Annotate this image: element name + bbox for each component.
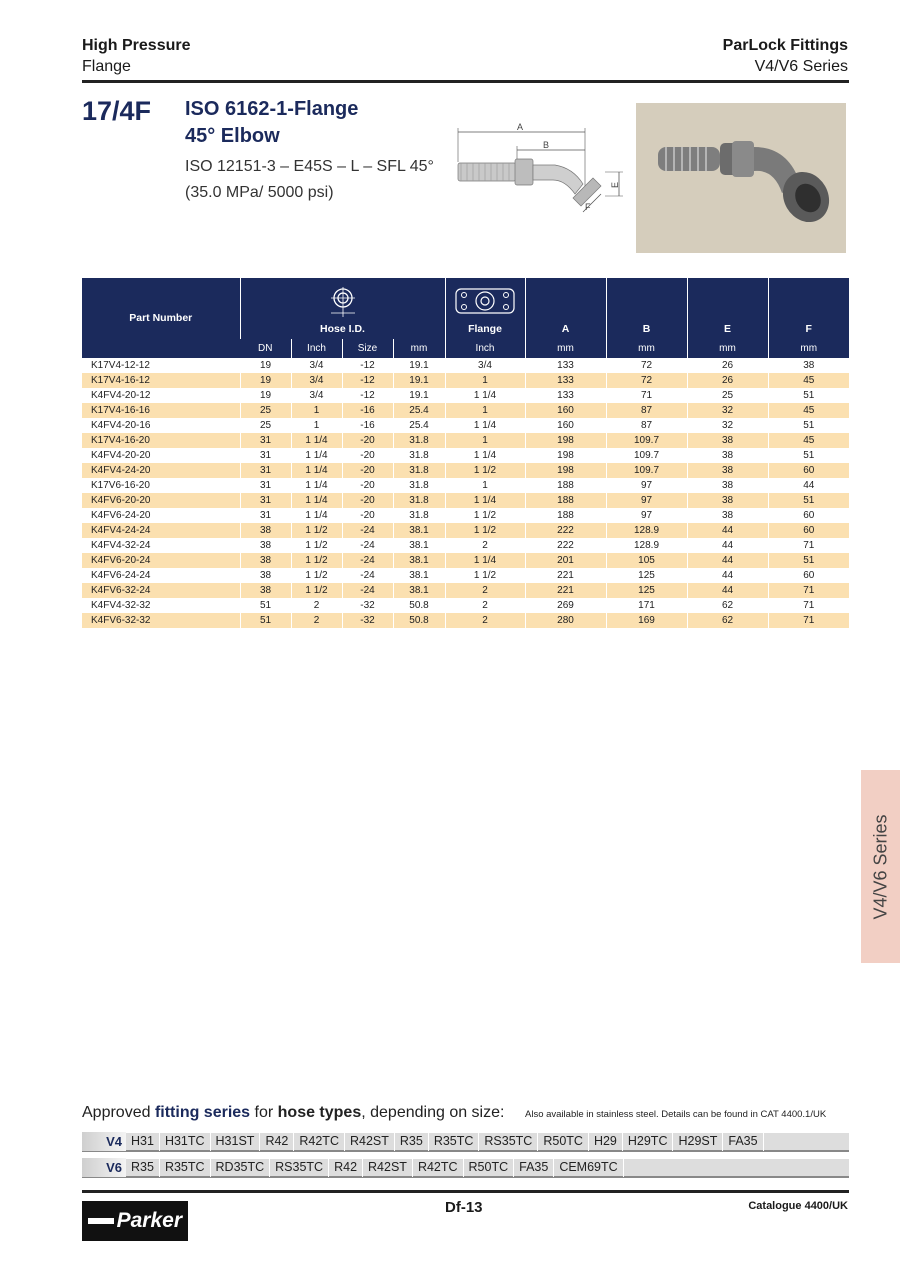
table-cell: 44 <box>687 523 768 538</box>
table-cell: 31 <box>240 463 291 478</box>
series-tag: V4 <box>82 1132 126 1151</box>
series-item: CEM69TC <box>554 1158 623 1177</box>
table-cell: 60 <box>768 568 849 583</box>
table-cell: 222 <box>525 523 606 538</box>
table-cell: 2 <box>445 538 525 553</box>
series-item: R42ST <box>363 1158 413 1177</box>
header-rule <box>82 80 849 83</box>
table-cell: 128.9 <box>606 538 687 553</box>
table-cell: 51 <box>768 448 849 463</box>
part-table-body <box>82 358 849 628</box>
approved-text-1: Approved <box>82 1104 155 1121</box>
table-cell: -16 <box>342 403 393 418</box>
table-cell: 1 <box>291 403 342 418</box>
series-item: H31 <box>126 1132 160 1151</box>
part-number-cell: K17V4-16-20 <box>82 433 240 448</box>
table-cell: 198 <box>525 463 606 478</box>
table-cell: 19.1 <box>393 358 445 373</box>
table-cell: 38 <box>687 433 768 448</box>
table-cell: 45 <box>768 433 849 448</box>
part-number-cell: K4FV6-20-24 <box>82 553 240 568</box>
table-cell: 25.4 <box>393 403 445 418</box>
series-item: R42ST <box>345 1132 395 1151</box>
unit-f-mm: mm <box>768 339 849 358</box>
table-cell: 1 1/2 <box>445 568 525 583</box>
page-number: Df-13 <box>445 1199 483 1216</box>
header-left <box>82 36 190 78</box>
series-item: R42 <box>260 1132 294 1151</box>
table-cell: 188 <box>525 508 606 523</box>
table-cell: 38.1 <box>393 583 445 598</box>
flange-icon <box>454 285 516 317</box>
product-pressure: (35.0 MPa/ 5000 psi) <box>185 184 334 201</box>
table-row <box>82 568 849 583</box>
table-cell: 38 <box>240 553 291 568</box>
product-title-line2: 45° Elbow <box>185 125 280 147</box>
series-item: H29ST <box>673 1132 723 1151</box>
table-cell: 1 1/4 <box>291 493 342 508</box>
table-cell: 1 <box>445 433 525 448</box>
unit-b-mm: mm <box>606 339 687 358</box>
table-cell: -32 <box>342 598 393 613</box>
table-cell: 51 <box>768 493 849 508</box>
table-cell: 1 1/4 <box>445 553 525 568</box>
col-f: F <box>768 278 849 339</box>
table-cell: 87 <box>606 418 687 433</box>
table-cell: -24 <box>342 523 393 538</box>
unit-inch: Inch <box>291 339 342 358</box>
table-cell: 38.1 <box>393 553 445 568</box>
table-cell: -12 <box>342 358 393 373</box>
table-cell: 50.8 <box>393 613 445 628</box>
table-cell: 1 <box>445 373 525 388</box>
part-number-cell: K4FV4-20-20 <box>91 450 151 461</box>
product-standard: ISO 12151-3 – E45S – L – SFL 45° <box>185 158 434 175</box>
table-cell: 3/4 <box>291 358 342 373</box>
table-cell: 97 <box>606 493 687 508</box>
table-cell: 31.8 <box>393 433 445 448</box>
table-cell: 50.8 <box>393 598 445 613</box>
series-item: R35TC <box>429 1132 480 1151</box>
table-cell: 38 <box>240 538 291 553</box>
unit-e-mm: mm <box>687 339 768 358</box>
col-e: E <box>687 278 768 339</box>
header-subcategory: Flange <box>82 58 131 75</box>
table-cell: 60 <box>768 508 849 523</box>
table-cell: -20 <box>342 508 393 523</box>
col-a: A <box>525 278 606 339</box>
table-cell: 222 <box>525 538 606 553</box>
table-cell: 51 <box>240 598 291 613</box>
series-item: RS35TC <box>270 1158 329 1177</box>
table-cell: 1 <box>445 403 525 418</box>
table-cell: 38 <box>687 508 768 523</box>
section-tab[interactable] <box>861 770 900 963</box>
table-cell: 19 <box>240 358 291 373</box>
table-row <box>82 538 849 553</box>
table-cell: 51 <box>768 388 849 403</box>
table-cell: 72 <box>606 358 687 373</box>
table-cell: 221 <box>525 583 606 598</box>
table-row <box>82 583 849 598</box>
table-cell: 1 1/4 <box>445 418 525 433</box>
table-cell: 1 1/4 <box>445 388 525 403</box>
table-row <box>82 388 849 403</box>
approved-heading <box>82 1104 504 1122</box>
table-cell: 1 1/4 <box>291 508 342 523</box>
table-cell: 2 <box>445 583 525 598</box>
table-cell: 71 <box>768 538 849 553</box>
table-cell: 280 <box>525 613 606 628</box>
table-cell: 31.8 <box>393 463 445 478</box>
table-cell: 188 <box>525 493 606 508</box>
table-cell: 31.8 <box>393 508 445 523</box>
part-number-cell: K4FV4-20-16 <box>91 420 151 431</box>
table-cell: 19.1 <box>393 388 445 403</box>
table-cell: 62 <box>687 598 768 613</box>
table-cell: 38.1 <box>393 568 445 583</box>
table-cell: 60 <box>768 523 849 538</box>
table-cell: 38.1 <box>393 523 445 538</box>
table-cell: 38 <box>687 493 768 508</box>
table-cell: 31.8 <box>393 448 445 463</box>
table-cell: 2 <box>445 598 525 613</box>
table-cell: 97 <box>606 478 687 493</box>
table-cell: -24 <box>342 553 393 568</box>
table-cell: 25 <box>240 403 291 418</box>
part-number-cell: K17V4-16-12 <box>82 373 240 388</box>
approved-text-2: fitting series <box>154 1104 251 1121</box>
unit-mm: mm <box>393 339 445 358</box>
table-cell: 169 <box>606 613 687 628</box>
table-cell: 269 <box>525 598 606 613</box>
table-cell: 60 <box>768 463 849 478</box>
table-row <box>82 613 849 628</box>
table-cell: 19 <box>240 373 291 388</box>
part-number-cell: K17V6-16-20 <box>91 480 150 491</box>
table-cell: 51 <box>768 418 849 433</box>
table-cell: 1 1/4 <box>291 448 342 463</box>
unit-a-mm: mm <box>525 339 606 358</box>
table-cell: 188 <box>525 478 606 493</box>
table-cell: 32 <box>687 418 768 433</box>
dimension-e-label: E <box>610 181 620 188</box>
table-cell: 160 <box>525 418 606 433</box>
header-right <box>723 36 848 78</box>
series-item: R42TC <box>413 1158 464 1177</box>
table-cell: 31 <box>240 508 291 523</box>
table-cell: 1 <box>291 418 342 433</box>
header-product-line: ParLock Fittings <box>722 37 848 54</box>
table-cell: 38 <box>240 568 291 583</box>
table-row <box>82 478 849 493</box>
table-cell: 72 <box>606 373 687 388</box>
dimension-a-label: A <box>517 122 524 132</box>
table-cell: 105 <box>606 553 687 568</box>
table-cell: 198 <box>525 433 606 448</box>
table-cell: 71 <box>768 613 849 628</box>
table-row <box>82 418 849 433</box>
col-flange <box>445 278 525 339</box>
table-cell: 44 <box>687 538 768 553</box>
table-cell: 31.8 <box>393 493 445 508</box>
table-cell: 1 1/2 <box>291 538 342 553</box>
table-cell: -24 <box>342 583 393 598</box>
table-cell: 1 1/4 <box>291 478 342 493</box>
table-cell: -12 <box>342 388 393 403</box>
table-cell: -32 <box>342 613 393 628</box>
series-item: H29TC <box>623 1132 674 1151</box>
table-cell: 125 <box>606 583 687 598</box>
product-photo <box>636 103 846 253</box>
catalogue-id: Catalogue 4400/UK <box>748 1200 848 1212</box>
table-cell: 2 <box>291 598 342 613</box>
table-cell: 44 <box>768 478 849 493</box>
table-cell: 31 <box>240 433 291 448</box>
series-item: FA35 <box>723 1132 763 1151</box>
table-cell: 32 <box>687 403 768 418</box>
table-cell: 26 <box>687 373 768 388</box>
table-cell: 2 <box>445 613 525 628</box>
part-number-cell: K4FV4-32-24 <box>91 540 151 551</box>
col-b: B <box>606 278 687 339</box>
table-cell: 1 <box>445 478 525 493</box>
table-cell: 125 <box>606 568 687 583</box>
part-number-cell: K4FV4-24-24 <box>82 523 240 538</box>
table-cell: 133 <box>525 358 606 373</box>
table-cell: 25 <box>240 418 291 433</box>
table-cell: 71 <box>606 388 687 403</box>
series-item: R35TC <box>160 1158 211 1177</box>
table-cell: 1 1/4 <box>445 493 525 508</box>
table-cell: 3/4 <box>291 388 342 403</box>
series-row-v4 <box>82 1133 849 1152</box>
table-cell: 1 1/2 <box>445 523 525 538</box>
series-item: FA35 <box>514 1158 554 1177</box>
table-cell: 26 <box>687 358 768 373</box>
table-cell: 31 <box>240 448 291 463</box>
series-item: H29 <box>589 1132 623 1151</box>
table-cell: 31.8 <box>393 478 445 493</box>
table-cell: 62 <box>687 613 768 628</box>
table-cell: 198 <box>525 448 606 463</box>
table-cell: 1 1/4 <box>445 448 525 463</box>
series-item: R50TC <box>464 1158 515 1177</box>
table-cell: 1 1/2 <box>291 568 342 583</box>
dimension-f-label: F <box>585 202 591 212</box>
series-item: RD35TC <box>211 1158 271 1177</box>
table-cell: 97 <box>606 508 687 523</box>
table-cell: 19 <box>240 388 291 403</box>
table-cell: -20 <box>342 493 393 508</box>
table-row <box>82 448 849 463</box>
table-cell: 1 1/2 <box>291 583 342 598</box>
table-cell: 133 <box>525 373 606 388</box>
table-cell: 1 1/4 <box>291 433 342 448</box>
table-cell: -20 <box>342 478 393 493</box>
table-cell: 71 <box>768 583 849 598</box>
part-number-cell: K4FV6-24-20 <box>91 510 151 521</box>
hose-diameter-icon <box>330 287 356 317</box>
table-cell: 160 <box>525 403 606 418</box>
part-number-cell: K4FV6-24-24 <box>91 570 151 581</box>
table-cell: 201 <box>525 553 606 568</box>
dimension-b-label: B <box>543 140 550 150</box>
series-item: H31TC <box>160 1132 211 1151</box>
part-number-cell: K4FV4-24-20 <box>82 463 240 478</box>
table-cell: -20 <box>342 433 393 448</box>
unit-size: Size <box>342 339 393 358</box>
product-title-line1: ISO 6162-1-Flange <box>185 98 359 120</box>
table-row <box>82 598 849 613</box>
table-cell: 38 <box>768 358 849 373</box>
table-cell: 221 <box>525 568 606 583</box>
stainless-note: Also available in stainless steel. Details can be found in CAT 4400.1/UK <box>525 1109 827 1120</box>
table-row <box>82 463 849 478</box>
part-number-cell: K4FV4-32-32 <box>91 600 151 611</box>
product-title <box>185 96 358 150</box>
product-code: 17/4F <box>82 96 152 126</box>
table-cell: 1 1/2 <box>445 463 525 478</box>
series-item: RS35TC <box>479 1132 538 1151</box>
approved-text-5: , depending on size: <box>361 1104 505 1121</box>
table-cell: 3/4 <box>291 373 342 388</box>
series-tag: V6 <box>82 1158 126 1177</box>
table-row <box>82 553 849 568</box>
table-cell: 38 <box>687 448 768 463</box>
footer-rule <box>82 1190 849 1193</box>
table-cell: 19.1 <box>393 373 445 388</box>
header-category: High Pressure <box>82 37 191 54</box>
table-row <box>82 433 849 448</box>
table-cell: 128.9 <box>606 523 687 538</box>
table-cell: 71 <box>768 598 849 613</box>
table-cell: 25 <box>687 388 768 403</box>
table-cell: 38 <box>687 478 768 493</box>
series-row-v6 <box>82 1159 849 1178</box>
table-cell: 38 <box>240 523 291 538</box>
table-row <box>82 403 849 418</box>
part-number-cell: K4FV4-20-12 <box>91 390 151 401</box>
table-cell: -20 <box>342 463 393 478</box>
table-row <box>82 493 849 508</box>
col-part-number: Part Number <box>82 278 240 358</box>
part-number-cell: K4FV6-32-32 <box>82 613 240 628</box>
part-number-cell: K4FV6-20-20 <box>82 493 240 508</box>
logo-stripe <box>88 1218 114 1224</box>
hose-id-label: Hose I.D. <box>320 323 365 335</box>
approved-text-4: hose types <box>277 1104 362 1121</box>
table-row <box>82 358 849 373</box>
part-table <box>82 278 849 628</box>
table-cell: 31 <box>240 478 291 493</box>
table-cell: 171 <box>606 598 687 613</box>
table-cell: 31 <box>240 493 291 508</box>
series-item: H31ST <box>211 1132 261 1151</box>
flange-label: Flange <box>468 323 502 335</box>
fitting-drawing <box>455 118 630 228</box>
header-series: V4/V6 Series <box>754 58 848 75</box>
table-cell: 87 <box>606 403 687 418</box>
table-cell: 2 <box>291 613 342 628</box>
table-cell: -24 <box>342 568 393 583</box>
table-cell: 1 1/2 <box>291 553 342 568</box>
table-cell: 1 1/2 <box>291 523 342 538</box>
table-cell: 109.7 <box>606 448 687 463</box>
table-cell: -16 <box>342 418 393 433</box>
part-number-cell: K17V4-16-16 <box>82 403 240 418</box>
series-item: R42 <box>329 1158 363 1177</box>
table-cell: 44 <box>687 553 768 568</box>
table-cell: 25.4 <box>393 418 445 433</box>
part-number-cell: K4FV6-32-24 <box>82 583 240 598</box>
parker-logo <box>82 1201 188 1241</box>
logo-text: Parker <box>116 1209 182 1232</box>
product-subtitle <box>185 154 434 206</box>
table-cell: 133 <box>525 388 606 403</box>
table-cell: 109.7 <box>606 463 687 478</box>
table-cell: 51 <box>768 553 849 568</box>
table-cell: -20 <box>342 448 393 463</box>
table-cell: 38 <box>687 463 768 478</box>
table-cell: 3/4 <box>445 358 525 373</box>
approved-text-3: for <box>250 1104 278 1121</box>
table-cell: 44 <box>687 583 768 598</box>
table-cell: 38 <box>240 583 291 598</box>
unit-dn: DN <box>240 339 291 358</box>
table-cell: 109.7 <box>606 433 687 448</box>
table-cell: 1 1/4 <box>291 463 342 478</box>
table-row <box>82 523 849 538</box>
table-cell: -12 <box>342 373 393 388</box>
table-row <box>82 508 849 523</box>
series-item: R35 <box>126 1158 160 1177</box>
table-row <box>82 373 849 388</box>
col-hose-id <box>240 278 445 339</box>
table-cell: 45 <box>768 403 849 418</box>
section-tab-label: V4/V6 Series <box>870 813 890 920</box>
series-item: R42TC <box>294 1132 345 1151</box>
table-cell: 44 <box>687 568 768 583</box>
table-cell: 45 <box>768 373 849 388</box>
unit-flange-inch: Inch <box>445 339 525 358</box>
table-cell: 38.1 <box>393 538 445 553</box>
table-cell: 51 <box>240 613 291 628</box>
part-number-cell: K17V4-12-12 <box>91 360 150 371</box>
table-cell: 1 1/2 <box>445 508 525 523</box>
series-item: R35 <box>395 1132 429 1151</box>
series-item: R50TC <box>538 1132 589 1151</box>
table-cell: -24 <box>342 538 393 553</box>
